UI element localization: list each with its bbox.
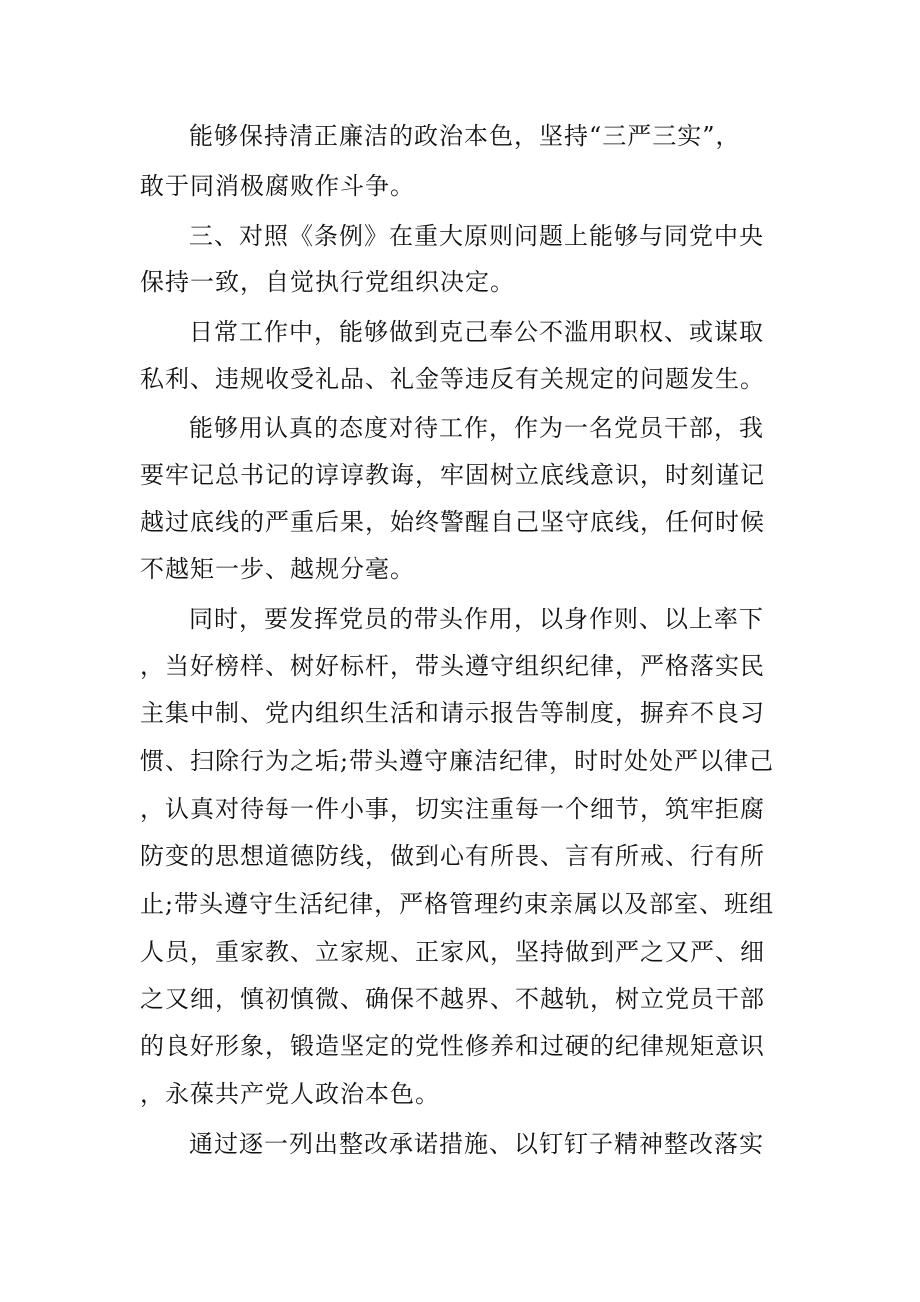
text-line: ，当好榜样、树好标杆，带头遵守组织纪律，严格落实民 (140, 652, 765, 680)
text-line: ，永葆共产党人政治本色。 (140, 1080, 440, 1108)
text-line: 敢于同消极腐败作斗争。 (140, 172, 415, 200)
text-line: 能够用认真的态度对待工作，作为一名党员干部，我 (189, 414, 764, 442)
text-line: 不越矩一步、越规分毫。 (140, 555, 415, 583)
text-line: 能够保持清正廉洁的政治本色，坚持“三严三实”， (189, 122, 741, 150)
text-line: 私利、违规收受礼品、礼金等违反有关规定的问题发生。 (140, 365, 765, 393)
text-line: 止;带头遵守生活纪律，严格管理约束亲属以及部室、班组 (140, 890, 775, 918)
text-line: 之又细，慎初慎微、确保不越界、不越轨，树立党员干部 (140, 985, 765, 1013)
text-line: 同时，要发挥党员的带头作用，以身作则、以上率下 (189, 605, 764, 633)
text-line: 防变的思想道德防线，做到心有所畏、言有所戒、行有所 (140, 842, 765, 870)
text-line: 日常工作中，能够做到克己奉公不滥用职权、或谋取 (189, 318, 764, 346)
text-line: 越过底线的严重后果，始终警醒自己坚守底线，任何时候 (140, 508, 765, 536)
text-line: 保持一致，自觉执行党组织决定。 (140, 268, 515, 296)
text-line: 要牢记总书记的谆谆教诲，牢固树立底线意识，时刻谨记 (140, 461, 765, 489)
text-line: 的良好形象，锻造坚定的党性修养和过硬的纪律规矩意识 (140, 1032, 765, 1060)
text-line: 主集中制、党内组织生活和请示报告等制度，摒弃不良习 (140, 699, 765, 727)
text-line: 三、对照《条例》在重大原则问题上能够与同党中央 (189, 222, 764, 250)
text-line: 惯、扫除行为之垢;带头遵守廉洁纪律，时时处处严以律己 (140, 747, 775, 775)
text-line: 通过逐一列出整改承诺措施、以钉钉子精神整改落实 (189, 1130, 764, 1158)
text-line: ，认真对待每一件小事，切实注重每一个细节，筑牢拒腐 (140, 795, 765, 823)
text-line: 人员，重家教、立家规、正家风，坚持做到严之又严、细 (140, 938, 765, 966)
